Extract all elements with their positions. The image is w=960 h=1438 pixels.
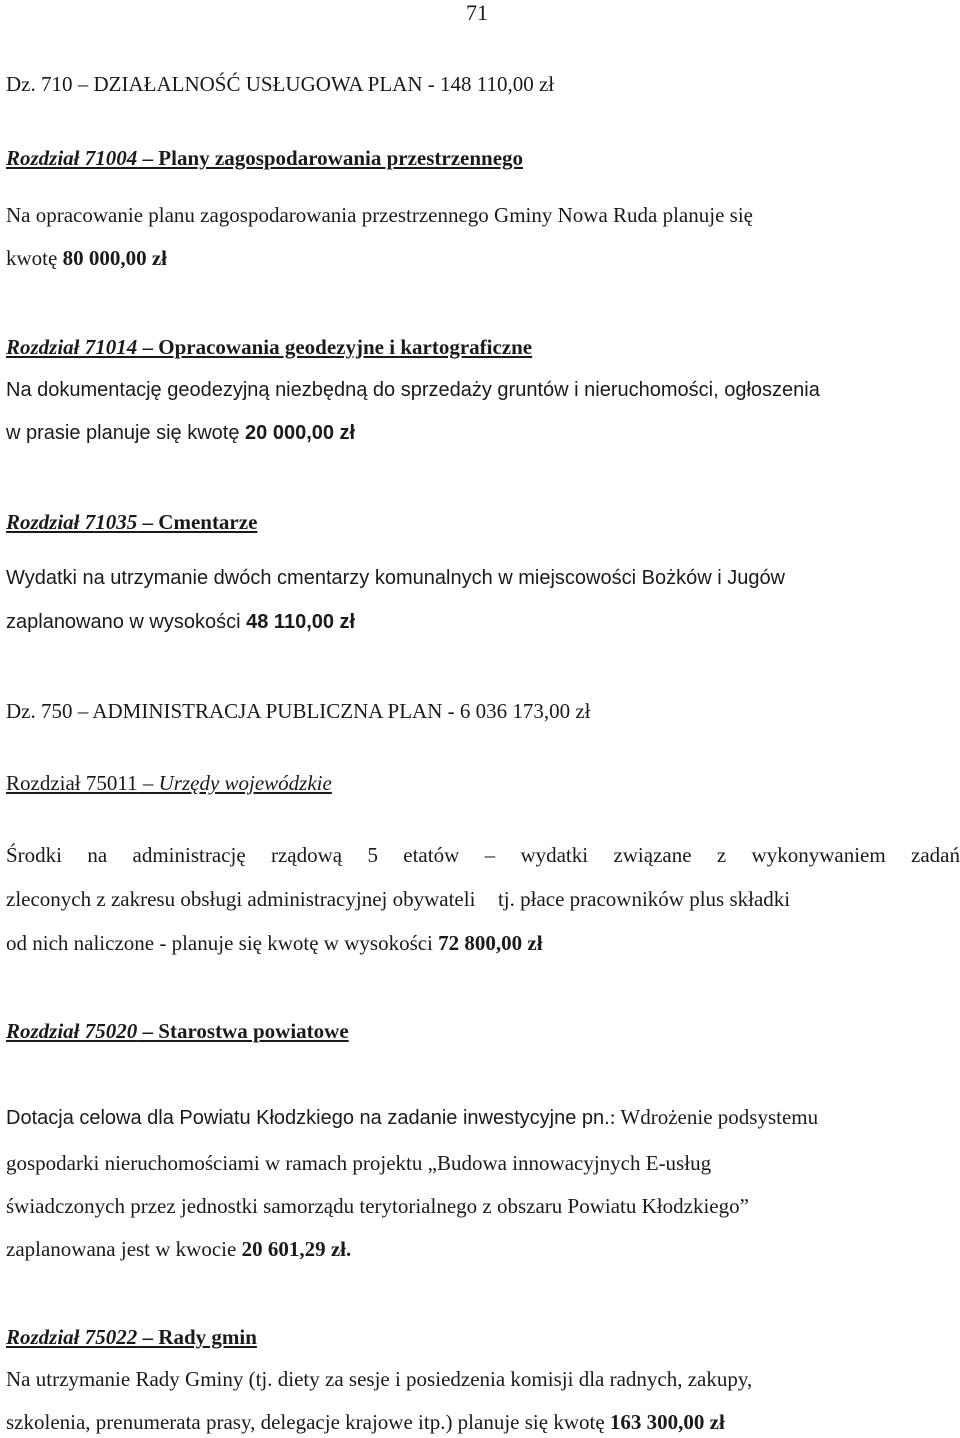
text: Dotacja celowa dla Powiatu Kłodzkiego na zadanie inwestycyjne pn. (6, 1107, 610, 1129)
section-heading-dz710 (6, 71, 554, 97)
chapter-heading-71035 (6, 509, 257, 535)
chapter-number: Rozdział 71035 (6, 510, 138, 534)
paragraph-line: Na dokumentację geodezyjną niezbędną do sprzedaży gruntów i nieruchomości, ogłoszenia (6, 379, 820, 401)
dz750-heading: Dz. 750 – ADMINISTRACJA PUBLICZNA PLAN - 6 036 173,00 zł (6, 699, 591, 723)
text: od nich naliczone - planuje się kwotę w wysokości (6, 931, 439, 955)
chapter-number: Rozdział 75011 (6, 771, 138, 795)
chapter-number: Rozdział 71014 (6, 335, 138, 359)
paragraph-line: gospodarki nieruchomościami w ramach projektu „Budowa innowacyjnych E-usług (6, 1151, 712, 1175)
chapter-heading-75020 (6, 1018, 349, 1044)
chapter-number: Rozdział 75022 (6, 1325, 138, 1349)
section-heading-dz750 (6, 698, 591, 724)
amount: 72 800,00 zł (438, 931, 543, 955)
paragraph-line (6, 1409, 725, 1435)
chapter-title: – Starostwa powiatowe (137, 1019, 349, 1043)
text: zaplanowano w wysokości (6, 611, 247, 633)
paragraph-line: Wydatki na utrzymanie dwóch cmentarzy komunalnych w miejscowości Bożków i Jugów (6, 567, 786, 589)
page-number: 71 (466, 0, 488, 25)
text: zleconych z zakresu obsługi administracyjnej obywateli (6, 887, 476, 911)
paragraph-line (6, 609, 355, 635)
paragraph-line (6, 420, 355, 446)
amount: 163 300,00 zł (609, 1410, 725, 1434)
chapter-heading-75022 (6, 1324, 257, 1350)
chapter-title: – Plany zagospodarowania przestrzennego (137, 146, 524, 170)
text: szkolenia, prenumerata prasy, delegacje krajowe itp.) planuje się kwotę (6, 1410, 610, 1434)
dz710-heading: Dz. 710 – DZIAŁALNOŚĆ USŁUGOWA PLAN - 148 110,00 zł (6, 72, 555, 96)
paragraph-line: Na utrzymanie Rady Gminy (tj. diety za sesje i posiedzenia komisji dla radnych, zakupy, (6, 1367, 753, 1391)
paragraph-line: świadczonych przez jednostki samorządu terytorialnego z obszaru Powiatu Kłodzkiego” (6, 1194, 749, 1218)
chapter-title: – Cmentarze (137, 510, 258, 534)
text: zaplanowana jest w kwocie (6, 1237, 242, 1261)
chapter-number: Rozdział 71004 (6, 146, 138, 170)
amount: 48 110,00 zł (246, 611, 356, 633)
paragraph-line: Środki na administrację rządową 5 etatów – wydatki związane z wykonywaniem zadań (6, 843, 960, 867)
paragraph-line (6, 886, 790, 912)
paragraph-line (6, 1104, 818, 1131)
amount: 80 000,00 zł (62, 246, 167, 270)
chapter-heading-71004 (6, 145, 523, 171)
amount: 20 000,00 zł (245, 422, 356, 444)
chapter-heading-71014 (6, 334, 532, 360)
paragraph-line (6, 1236, 351, 1262)
chapter-title: – Opracowania geodezyjne i kartograficzne (137, 335, 533, 359)
chapter-title: – Rady gmin (137, 1325, 257, 1349)
chapter-heading-75011 (6, 770, 332, 796)
text: kwotę (6, 246, 63, 270)
text: : Wdrożenie podsystemu (609, 1105, 819, 1129)
paragraph-line (6, 930, 543, 956)
text: w prasie planuje się kwotę (6, 422, 246, 444)
chapter-number: Rozdział 75020 (6, 1019, 138, 1043)
text: tj. płace pracowników plus składki (497, 887, 791, 911)
paragraph-line (6, 245, 167, 271)
amount: 20 601,29 zł. (241, 1237, 352, 1261)
chapter-title: – Urzędy wojewódzkie (137, 771, 332, 795)
paragraph-line: Na opracowanie planu zagospodarowania przestrzennego Gminy Nowa Ruda planuje się (6, 203, 753, 227)
